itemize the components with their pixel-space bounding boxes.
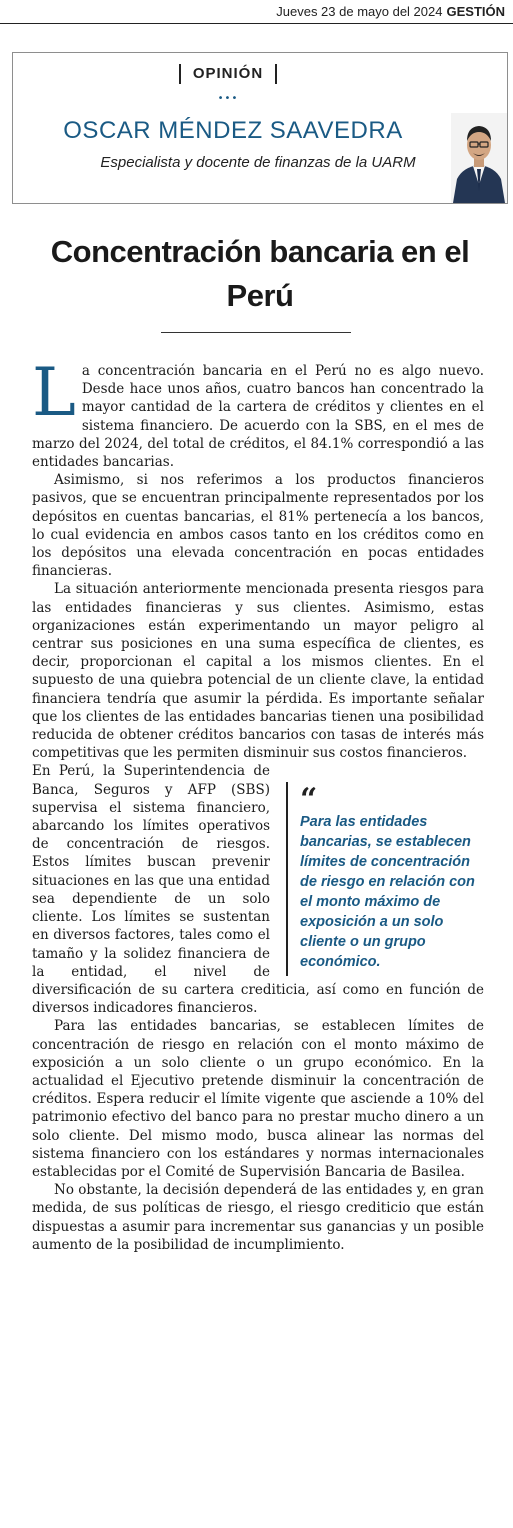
section-separator: ••• <box>217 93 239 104</box>
drop-cap: L <box>32 354 76 431</box>
author-role: Especialista y docente de finanzas de la UARM <box>100 154 416 171</box>
pull-quote <box>286 782 484 976</box>
paragraph-3: La situación anteriormente mencionada presenta riesgos para las entidades financieras y sus clientes. Asimismo, estas organizaciones están experimentando un mayor peligro al centrar sus posiciones en una suma específica de clientes, es decir, proporcionan el capital a los mismos clientes. En el supuesto de una quiebra potencial de un cliente clave, la entidad financiera tendría que asumir la pérdida. Es importante señalar que los clientes de las entidades bancarias tienen una posibilidad reducida de obtener créditos bancarios con tasas de interés más competitivas que les permiten disminuir sus costos financieros. <box>32 581 484 762</box>
paragraph-1 <box>32 354 484 471</box>
paragraph-5: Para las entidades bancarias, se establecen límites de concentración de riesgo en relación con el monto máximo de exposición a un solo cliente o un grupo económico. En la actualidad el Ejecutivo pretende disminuir la concentración de créditos. Espera reducir el límite vigente que asciende a 10% del patrimonio efectivo del banco para no prestar mucho dinero a un solo cliente. Del mismo modo, busca alinear las normas del sistema financiero con los estándares y normas internacionales establecidas por el Comité de Supervisión Bancaria de Basilea. <box>32 1018 484 1180</box>
article-headline: Concentración bancaria en el Perú <box>50 234 470 313</box>
section-tag <box>13 63 443 84</box>
paragraph-text: En Perú, la Superintendencia de Banca, Seguros y AFP (SBS) supervisa el sistema financiero, abarcando los límites operativos de concentración de riesgos. Estos límites buscan prevenir situaciones en las que una entidad sea dependiente de un solo cliente. Los límites se sustentan en diversos factores, tales como el tamaño y la solidez financiera de la entidad, el nivel de diversificación de su cartera crediticia, así como en función de diversos indicadores financieros. <box>32 763 484 1017</box>
paragraph-2: Asimismo, si nos referimos a los productos financieros pasivos, que se encuentran principalmente representados por los depósitos en cuentas bancarias, el 81% pertenecía a los bancos, lo cual evidencia en ambos casos tanto en los créditos como en los depósitos una elevada concentración en pocas entidades financieras. <box>32 472 484 580</box>
section-label: OPINIÓN <box>179 64 277 84</box>
article-body <box>32 354 484 1254</box>
quote-mark-icon: “ <box>300 782 318 818</box>
paragraph-6: No obstante, la decisión dependerá de las entidades y, en gran medida, de sus políticas de riesgo, el riesgo crediticio que están dispuestas a asumir para incrementar sus ganancias y un posible aumento de la posibilidad de incumplimiento. <box>32 1182 484 1253</box>
paragraph-text: a concentración bancaria en el Perú no es algo nuevo. Desde hace unos años, cuatro bancos han concentrado la mayor cantidad de la cartera de créditos y clientes en el sistema financiero. De acuerdo con la SBS, en el mes de marzo del 2024, del total de créditos, el 84.1% correspondió a las entidades bancarias. <box>32 363 484 471</box>
author-name: OSCAR MÉNDEZ SAAVEDRA <box>63 117 403 144</box>
headline-divider <box>161 332 351 333</box>
pull-quote-text: Para las entidades bancarias, se establecen límites de concentración de riesgo en relación con el monto máximo de exposición a un solo cliente o un grupo económico. <box>300 814 475 971</box>
publication-logo: GESTIÓN <box>446 4 505 19</box>
masthead <box>0 0 513 24</box>
author-box <box>12 52 508 204</box>
issue-date: Jueves 23 de mayo del 2024 <box>276 4 443 19</box>
author-portrait <box>451 113 507 203</box>
